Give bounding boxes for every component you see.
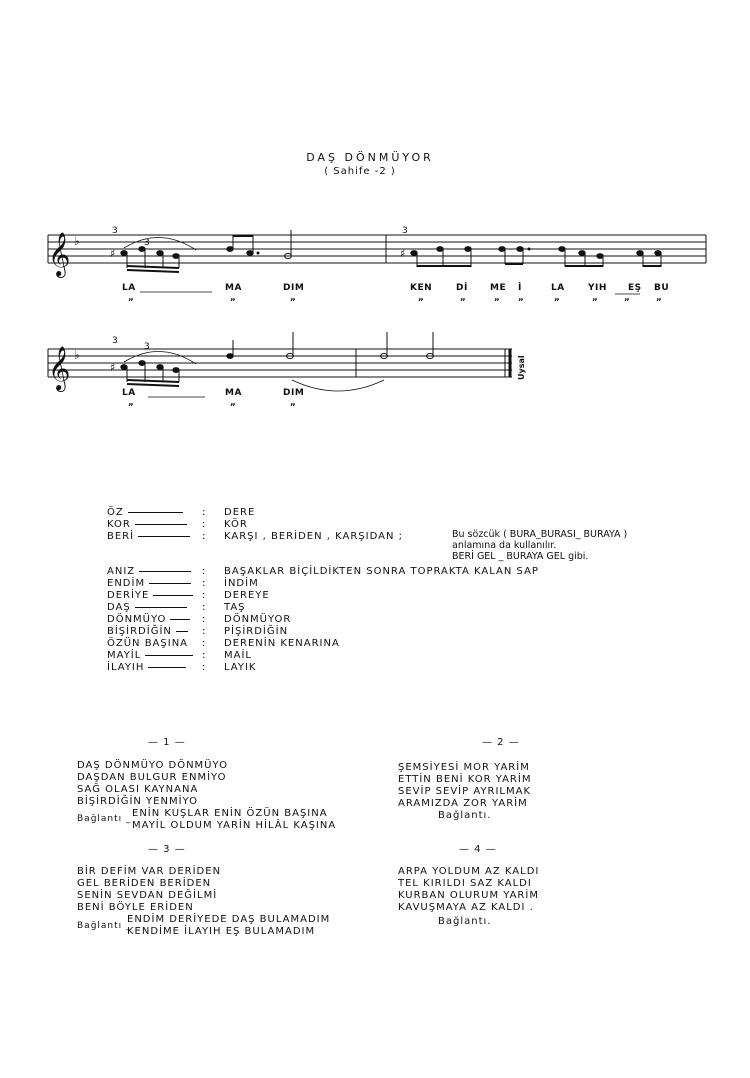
- verse-line: ETTİN BENİ KOR YARİM: [398, 774, 532, 785]
- verse-line: SAĞ OLASI KAYNANA: [77, 784, 199, 795]
- ditto-mark: „: [494, 293, 500, 303]
- glossary-definition: DERENİN KENARINA: [224, 638, 340, 649]
- triplet-mark: 3: [144, 238, 150, 248]
- svg-text:♯: ♯: [110, 361, 116, 374]
- glossary-definition: KARŞI , BERİDEN , KARŞIDAN ;: [224, 531, 403, 542]
- verse-line: ARAMIZDA ZOR YARİM: [398, 798, 528, 809]
- glossary-definition: DÖNMÜYOR: [224, 614, 292, 625]
- treble-clef-icon: [48, 232, 70, 392]
- lyric-syllable: BU: [654, 283, 670, 293]
- verse-line: DAŞ DÖNMÜYO DÖNMÜYO: [77, 760, 228, 771]
- verse-line: SEVİP SEVİP AYRILMAK: [398, 786, 531, 797]
- verse-line: KURBAN OLURUM YARİM: [398, 890, 539, 901]
- ditto-mark: „: [128, 398, 134, 408]
- verse-number: — 4 —: [459, 844, 497, 855]
- ditto-mark: „: [554, 293, 560, 303]
- baglanti-label: Bağlantı _: [77, 814, 132, 824]
- verse-line: ŞEMSİYESİ MOR YARİM: [398, 762, 530, 773]
- verse-line: TEL KIRILDI SAZ KALDI: [398, 878, 532, 889]
- glossary-note: BERİ GEL _ BURAYA GEL gibi.: [452, 551, 589, 562]
- glossary-definition: TAŞ: [224, 602, 246, 613]
- page-subtitle: ( Sahife -2 ): [324, 166, 396, 177]
- verse-line: DAŞDAN BULGUR ENMİYO: [77, 772, 227, 783]
- lyric-syllable: DIM: [283, 388, 305, 398]
- verse-line: ENİN KUŞLAR ENİN ÖZÜN BAŞINA: [132, 808, 328, 819]
- ditto-mark: „: [656, 293, 662, 303]
- verse-line: GEL BERİDEN BERİDEN: [77, 878, 212, 889]
- verse-line: BİR DEFİM VAR DERİDEN: [77, 866, 222, 877]
- verse-number: — 2 —: [482, 737, 520, 748]
- ditto-mark: „: [230, 398, 236, 408]
- lyric-syllable: ME: [490, 283, 507, 293]
- ditto-mark: „: [418, 293, 424, 303]
- svg-text:♯: ♯: [400, 247, 406, 260]
- verse-line: KENDİME İLAYIH EŞ BULAMADIM: [127, 926, 316, 937]
- glossary-note: anlamına da kullanılır.: [452, 540, 557, 551]
- verse-line: ARPA YOLDUM AZ KALDI: [398, 866, 540, 877]
- glossary-definition: DEREYE: [224, 590, 270, 601]
- ditto-mark: „: [290, 398, 296, 408]
- lyric-syllable: LA: [122, 388, 136, 398]
- verse-line: ENDİM DERİYEDE DAŞ BULAMADIM: [127, 914, 331, 925]
- song-title: DAŞ DÖNMÜYOR: [306, 151, 434, 164]
- glossary-term: BERİ: [107, 531, 190, 543]
- ditto-mark: „: [460, 293, 466, 303]
- lyric-syllable: Dİ: [456, 283, 468, 293]
- triplet-mark: 3: [112, 336, 118, 346]
- ditto-mark: „: [518, 293, 524, 303]
- svg-text:𝄞: 𝄞: [48, 346, 71, 390]
- flat-sign-icon: [74, 234, 80, 362]
- lyric-syllable: İ: [518, 283, 522, 293]
- glossary-note: Bu sözcük ( BURA_BURASI_ BURAYA ): [452, 529, 628, 540]
- lyric-syllable: DIM: [283, 283, 305, 293]
- composer-attribution: Uysal: [517, 355, 526, 380]
- glossary-definition: KÖR: [224, 519, 248, 530]
- glossary-definition: MAİL: [224, 650, 252, 661]
- lyric-syllable: LA: [122, 283, 136, 293]
- verse-line: BİŞİRDİĞİN YENMİYO: [77, 796, 198, 807]
- baglanti-label: Bağlantı _: [77, 921, 132, 931]
- triplet-mark: 3: [112, 226, 118, 236]
- glossary-definition: DERE: [224, 507, 256, 518]
- verse-number: — 1 —: [148, 737, 186, 748]
- glossary-definition: İNDİM: [224, 578, 259, 589]
- ditto-mark: „: [230, 293, 236, 303]
- baglanti-label: Bağlantı.: [438, 916, 492, 927]
- glossary-term: ENDİM: [107, 578, 191, 590]
- svg-text:♯: ♯: [110, 247, 116, 260]
- glossary-term: BİŞİRDİĞİN: [107, 626, 188, 638]
- glossary-definition: BAŞAKLAR BİÇİLDİKTEN SONRA TOPRAKTA KALAN SAP: [224, 566, 539, 577]
- glossary-definition: LAYIK: [224, 662, 257, 673]
- svg-text:𝄞: 𝄞: [48, 232, 71, 276]
- glossary-term: DÖNMÜYO: [107, 614, 190, 626]
- lyric-syllable: YIH: [588, 283, 607, 293]
- lyric-syllable: MA: [225, 283, 242, 293]
- glossary-term: DERİYE: [107, 590, 193, 602]
- ditto-mark: „: [290, 293, 296, 303]
- lyric-syllable: EŞ: [628, 283, 642, 293]
- glossary-term: ANIZ: [107, 566, 191, 578]
- lyric-syllable: KEN: [410, 283, 433, 293]
- ditto-mark: „: [128, 293, 134, 303]
- glossary-term: DAŞ: [107, 602, 187, 614]
- verse-line: BENİ BÖYLE ERİDEN: [77, 902, 194, 913]
- glossary-term: KOR: [107, 519, 187, 531]
- svg-text:♭: ♭: [74, 348, 80, 362]
- baglanti-label: Bağlantı.: [438, 810, 492, 821]
- ditto-mark: „: [624, 293, 630, 303]
- glossary-term: MAYİL: [107, 650, 193, 662]
- lyric-syllable: LA: [551, 283, 565, 293]
- glossary-term: ÖZ: [107, 507, 183, 519]
- triplet-mark: 3: [144, 342, 150, 352]
- verse-number: — 3 —: [148, 844, 186, 855]
- verse-line: SENİN SEVDAN DEĞİLMİ: [77, 890, 218, 901]
- glossary-term: ÖZÜN BAŞINA: [107, 638, 189, 649]
- glossary-term: İLAYIH: [107, 662, 186, 674]
- svg-text:♭: ♭: [74, 234, 80, 248]
- triplet-mark: 3: [402, 226, 408, 236]
- lyric-syllable: MA: [225, 388, 242, 398]
- ditto-mark: „: [592, 293, 598, 303]
- glossary-definition: PİŞİRDİĞİN: [224, 626, 289, 637]
- verse-line: KAVUŞMAYA AZ KALDI .: [398, 902, 534, 913]
- verse-line: MAYİL OLDUM YARİN HİLÂL KAŞINA: [132, 820, 337, 831]
